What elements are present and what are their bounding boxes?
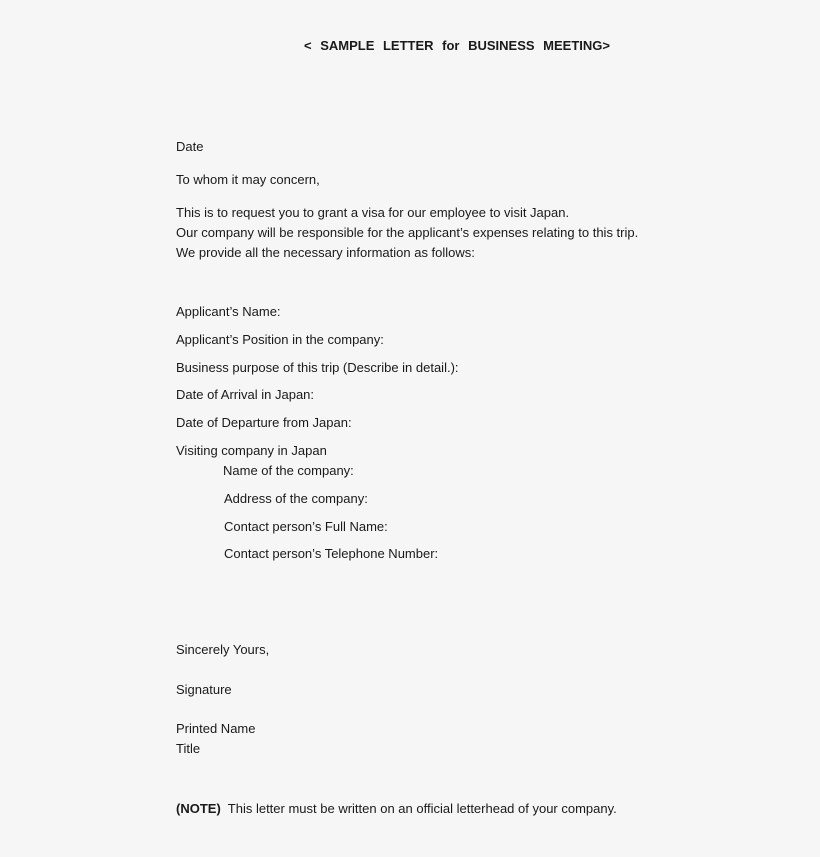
closing: Sincerely Yours, xyxy=(176,642,270,657)
signature-label: Signature xyxy=(176,682,232,697)
field-company-address: Address of the company: xyxy=(224,491,368,506)
field-business-purpose: Business purpose of this trip (Describe in detail.): xyxy=(176,360,459,375)
printed-name-label: Printed Name xyxy=(176,721,256,736)
date-label: Date xyxy=(176,139,204,154)
body-line-1: This is to request you to grant a visa for our employee to visit Japan. xyxy=(176,205,570,220)
field-contact-phone: Contact person’s Telephone Number: xyxy=(224,546,439,561)
document-title: < SAMPLE LETTER for BUSINESS MEETING> xyxy=(304,38,610,53)
salutation: To whom it may concern, xyxy=(176,172,320,187)
field-applicant-name: Applicant’s Name: xyxy=(176,304,281,319)
field-departure-date: Date of Departure from Japan: xyxy=(176,415,352,430)
body-line-2: Our company will be responsible for the applicant’s expenses relating to this trip. xyxy=(176,225,639,240)
body-line-3: We provide all the necessary information as follows: xyxy=(176,245,475,260)
field-visiting-company: Visiting company in Japan xyxy=(176,443,327,458)
field-contact-name: Contact person’s Full Name: xyxy=(224,519,388,534)
note-label: (NOTE) xyxy=(176,801,221,816)
field-arrival-date: Date of Arrival in Japan: xyxy=(176,387,315,402)
title-label: Title xyxy=(176,741,201,756)
field-company-name: Name of the company: xyxy=(223,463,354,478)
note-text: This letter must be written on an official letterhead of your company. xyxy=(227,801,617,816)
note-line xyxy=(176,801,617,817)
field-applicant-position: Applicant’s Position in the company: xyxy=(176,332,384,347)
